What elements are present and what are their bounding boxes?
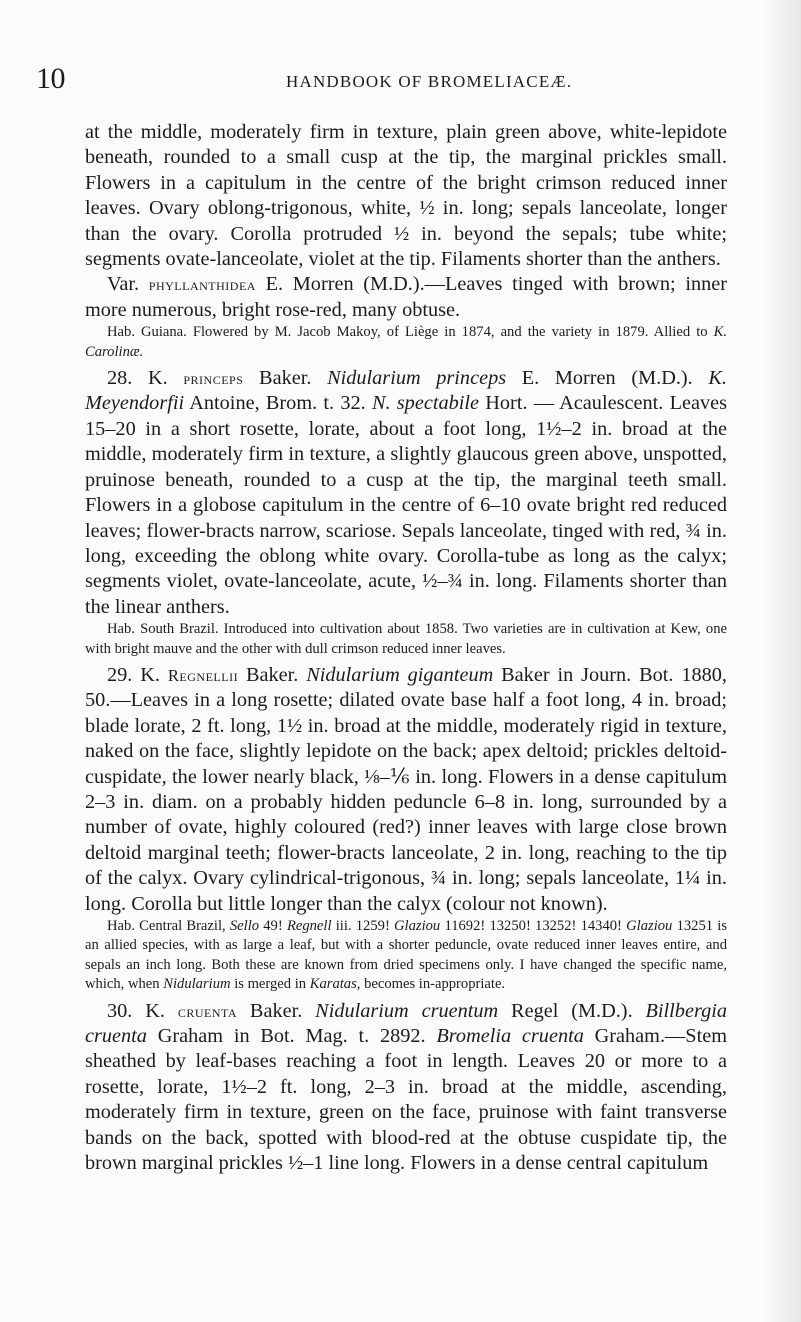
species-entry-29: 29. K. Regnellii Baker. Nidularium giganteum Baker in Journ. Bot. 1880, 50.—Leaves in a long rosette; dilated ovate base half a foot long, 4 in. broad; blade lorate, 2 ft. long, 1½ in. broad at the middle, moderately rigid in texture, naked on the face, slightly lepidote on the back; apex deltoid; prickles deltoid-cuspidate, the lower nearly black, ⅛–⅙ in. long. Flowers in a dense capitulum 2–3 in. diam. on a probably hidden peduncle 6–8 in. long, surrounded by a number of ovate, highly coloured (red?) inner leaves with large close brown deltoid marginal teeth; flower-bracts lanceolate, 2 in. long, reaching to the tip of the calyx. Ovary cylindrical-trigonous, ¾ in. long; sepals lanceolate, 1¼ in. long. Corolla but little longer than the calyx (colour not known). [85, 663, 728, 915]
paragraph-intro: at the middle, moderately firm in texture, plain green above, white-lepidote beneath, rounded to a small cusp at the tip, the marginal prickles small. Flowers in a capitulum in the centre of the bright crimson reduced inner leaves. Ovary oblong-trigonous, white, ½ in. long; sepals lanceolate, longer than the ovary. Corolla protruded ½ in. beyond the sepals; tube white; segments ovate-lanceolate, violet at the tip. Filaments shorter than the anthers. [85, 121, 727, 271]
paragraph-variety: Var. phyllanthidea E. Morren (M.D.).—Leaves tinged with brown; inner more numerous, bright rose-red, many obtuse. [85, 273, 727, 321]
species-name: princeps [183, 369, 244, 389]
page-number: 10 [36, 62, 65, 95]
running-head: HANDBOOK OF BROMELIACEÆ. [286, 72, 573, 91]
page-edge-shadow [763, 0, 801, 1322]
species-entry-28: 28. K. princeps Baker. Nidularium princeps E. Morren (M.D.). K. Meyendorfii Antoine, Brom. t. 32. N. spectabile Hort. — Acaulescent. Leaves 15–20 in a short rosette, lorate, about a foot long, 1½–2 in. broad at the middle, moderately firm in texture, a slightly glaucous green above, unspotted, pruinose beneath, rounded to a cusp at the tip, the marginal teeth small. Flowers in a globose capitulum in the centre of 6–10 ovate bright red reduced leaves; flower-bracts narrow, scariose. Sepals lanceolate, tinged with red, ¾ in. long, exceeding the oblong white ovary. Corolla-tube as long as the calyx; segments violet, ovate-lanceolate, acute, ½–¾ in. long. Filaments shorter than the linear anthers. [85, 367, 727, 618]
variety-name: phyllanthidea [148, 275, 256, 295]
habitat-note-29: Hab. Central Brazil, Sello 49! Regnell iii. 1259! Glaziou 11692! 13250! 13252! 14340! Glaziou 13251 is an allied species, with as large a leaf, but with a shorter peduncle, ovate reduced inner leaves entire, and sepals an inch long. Both these are known from dried specimens only. I have changed the specific name, which, when Nidularium is merged in Karatas, becomes in-appropriate. [85, 918, 728, 993]
habitat-note-27: Hab. Guiana. Flowered by M. Jacob Makoy, of Liège in 1874, and the variety in 1879. Allied to K. Carolinæ. [85, 324, 727, 360]
species-number: 29. K. [107, 663, 160, 686]
species-entry-30: 30. K. cruenta Baker. Nidularium cruentum Regel (M.D.). Billbergia cruenta Graham in Bot. Mag. t. 2892. Bromelia cruenta Graham.—Stem sheathed by leaf-bases reaching a foot in length. Leaves 20 or more to a rosette, lorate, 1½–2 ft. long, 2–3 in. broad at the middle, ascending, moderately firm in texture, green on the face, pruinose with faint transverse bands on the back, spotted with blood-red at the obtuse cuspidate tip, the brown marginal prickles ½–1 line long. Flowers in a dense central capitulum [85, 999, 728, 1175]
species-name: cruenta [177, 1001, 238, 1021]
variety-label: Var. [107, 273, 140, 296]
species-number: 30. K. [107, 999, 165, 1022]
page-header [0, 58, 801, 98]
habitat-note-28: Hab. South Brazil. Introduced into cultivation about 1858. Two varieties are in cultivation at Kew, one with bright mauve and the other with dull crimson reduced inner leaves. [85, 621, 727, 657]
species-number: 28. K. [107, 367, 168, 390]
page-body [85, 120, 727, 1176]
species-name: Regnellii [167, 665, 239, 685]
